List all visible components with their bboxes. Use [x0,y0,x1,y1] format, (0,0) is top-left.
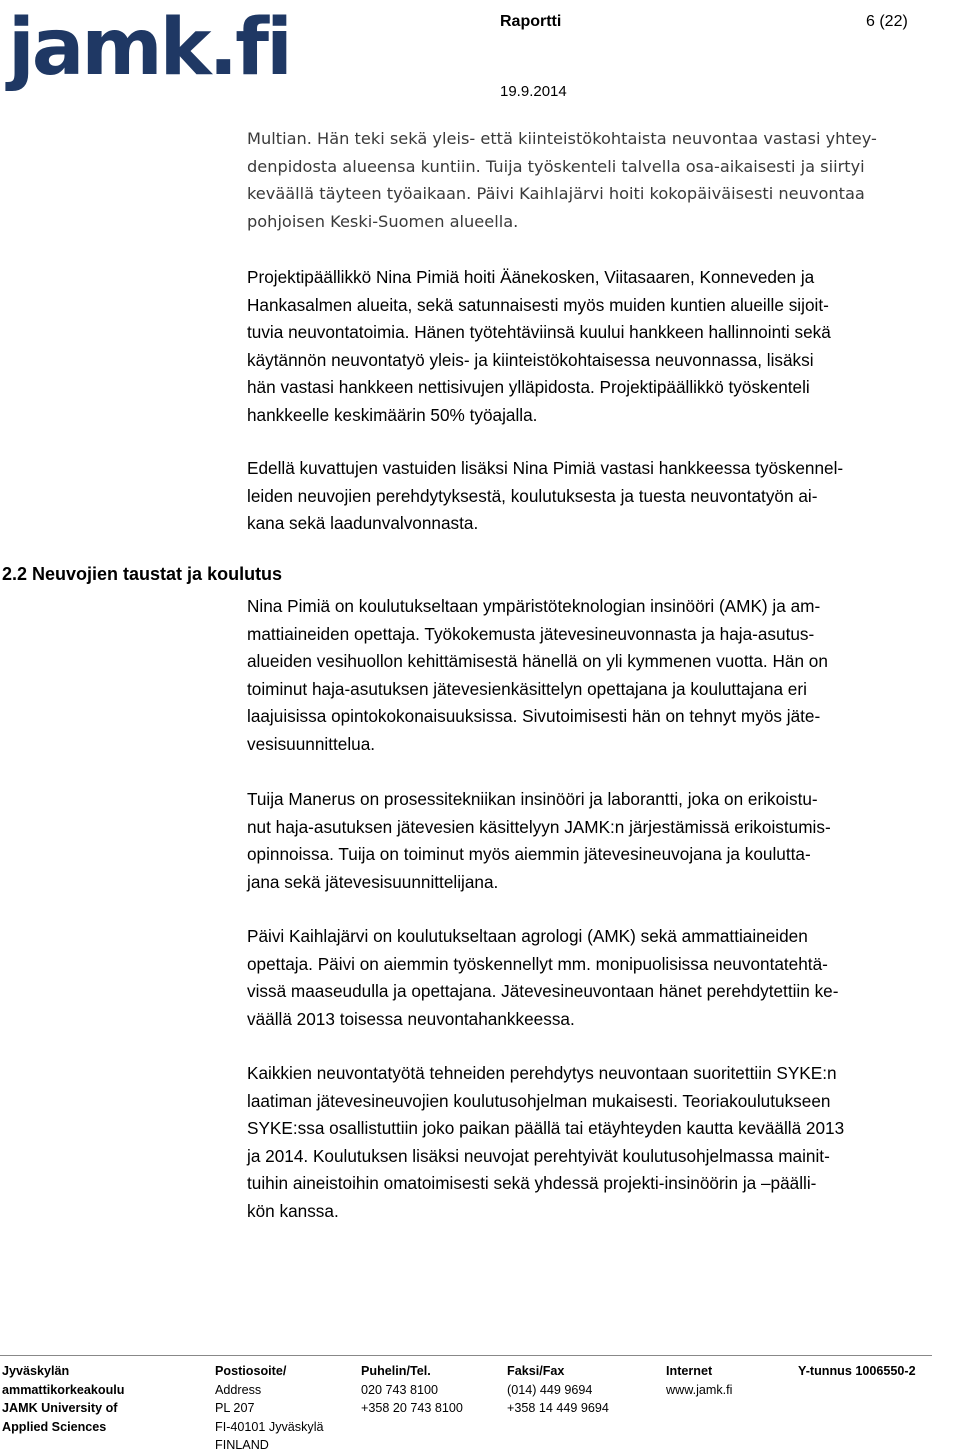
footer-line: 020 743 8100 [361,1382,439,1397]
page-number: 6 (22) [866,13,908,30]
paragraph-line: tuihin aineistoihin omatoimisesti sekä yhdessä projekti-insinöörin ja –päälli- [247,1173,817,1194]
footer-column [2,1362,124,1436]
footer-column [507,1362,609,1418]
footer-line: Jyväskylän [2,1364,70,1378]
footer-line: FINLAND [215,1438,269,1452]
footer-column [215,1362,324,1455]
paragraph-line: mattiaineiden opettaja. Työkokemusta jätevesineuvonnasta ja haja-asutus- [247,623,815,644]
paragraph-line: väällä 2013 toisessa neuvontahankkeessa. [247,1008,575,1029]
footer-line: PL 207 [215,1401,255,1415]
footer-divider [0,1355,932,1356]
paragraph-line: Tuija Manerus on prosessitekniikan insinööri ja laborantti, joka on erikoistu- [247,789,818,809]
paragraph-line: vissä maaseudulla ja opettajana. Jätevesineuvontaan hänet perehdytettiin ke- [247,981,839,1002]
paragraph-line: opinnoissa. Tuija on toiminut myös aiemmin jätevesineuvojana ja koulutta- [247,844,811,865]
paragraph-line: jana sekä jätevesisuunnittelijana. [247,871,499,892]
footer-line: Postiosoite/ [215,1364,287,1378]
paragraph-line: laatiman jätevesineuvojien koulutusohjelman mukaisesti. Teoriakoulutukseen [247,1090,831,1111]
paragraph [247,125,959,235]
footer-line: Y-tunnus 1006550-2 [798,1364,916,1378]
paragraph-line: hankkeelle keskimäärin 50% työajalla. [247,404,538,425]
paragraph-line: kön kanssa. [247,1200,339,1221]
paragraph-line: Kaikkien neuvontatyötä tehneiden perehdytys neuvontaan suoritettiin SYKE:n [247,1063,837,1083]
footer-line: Faksi/Fax [507,1364,565,1378]
section-heading: 2.2 Neuvojien taustat ja koulutus [2,564,283,584]
paragraph-line: Hankasalmen alueita, sekä satunnaisesti myös muiden kuntien alueille sijoit- [247,294,829,315]
paragraph-line: Projektipäällikkö Nina Pimiä hoiti Äänekosken, Viitasaaren, Konneveden ja [247,267,815,287]
paragraph-line: laajuisissa opintokokonaisuuksissa. Sivutoimisesti hän on tehnyt myös jäte- [247,706,821,727]
footer-line: +358 14 449 9694 [507,1401,609,1415]
paragraph [247,593,959,759]
footer-line: Applied Sciences [2,1419,107,1434]
footer-line: Puhelin/Tel. [361,1364,431,1378]
paragraph [247,1060,959,1226]
footer-line: Internet [666,1364,713,1378]
paragraph-line: pohjoisen Keski-Suomen alueella. [247,211,519,231]
paragraph-line: leiden neuvojien perehdytyksestä, koulutuksesta ja tuesta neuvontatyön ai- [247,485,818,506]
footer-column [666,1362,732,1399]
footer-line: www.jamk.fi [666,1382,733,1397]
paragraph-line: Edellä kuvattujen vastuiden lisäksi Nina Pimiä vastasi hankkeessa työskennel- [247,458,844,478]
footer-column [361,1362,463,1418]
footer-column [798,1362,916,1381]
paragraph-line: alueiden vesihuollon kehittämisestä hänellä on yli kymmenen vuotta. Hän on [247,651,828,672]
paragraph-line: SYKE:ssa osallistuttiin joko paikan päällä tai etäyhteyden kautta keväällä 2013 [247,1118,845,1139]
paragraph-line: kana sekä laadunvalvonnasta. [247,513,479,534]
paragraph-line: toiminut haja-asutuksen jätevesienkäsittelyn opettajana ja kouluttajana eri [247,678,807,699]
paragraph [247,786,959,896]
paragraph-line: tuvia neuvontatoimia. Hänen työtehtäviinsä kuului hankkeen hallinnointi sekä [247,322,831,343]
footer-line: (014) 449 9694 [507,1382,593,1397]
paragraph-line: denpidosta alueensa kuntiin. Tuija työskenteli talvella osa-aikaisesti ja siirtyi [247,156,865,176]
report-date: 19.9.2014 [500,83,567,100]
paragraph-line: käytännön neuvontatyö yleis- ja kiinteistökohtaisessa neuvonnassa, lisäksi [247,349,814,370]
paragraph-line: hän vastasi hankkeen nettisivujen ylläpidosta. Projektipäällikkö työskenteli [247,377,810,398]
paragraph [247,264,959,430]
jamk-logo: jamk.fi [8,3,290,93]
paragraph-line: vesisuunnittelua. [247,733,376,754]
paragraph-line: ja 2014. Koulutuksen lisäksi neuvojat perehtyivät koulutusohjelmassa mainit- [247,1145,830,1166]
paragraph-line: opettaja. Päivi on aiemmin työskennellyt mm. monipuolisissa neuvontatehtä- [247,953,828,974]
report-label: Raportti [500,13,562,30]
paragraph-line: keväällä täyteen työaikaan. Päivi Kaihlajärvi hoiti kokopäiväisesti neuvontaa [247,184,865,204]
footer-line: ammattikorkeakoulu [2,1382,125,1397]
footer-line: +358 20 743 8100 [361,1401,463,1415]
paragraph-line: Multian. Hän teki sekä yleis- että kiinteistökohtaista neuvontaa vastasi yhtey- [247,129,877,148]
paragraph-line: Päivi Kaihlajärvi on koulutukseltaan agrologi (AMK) sekä ammattiaineiden [247,926,808,946]
paragraph [247,455,959,538]
footer-line: FI-40101 Jyväskylä [215,1419,324,1434]
paragraph-line: nut haja-asutuksen jätevesien käsittelyyn JAMK:n järjestämissä erikoistumis- [247,816,831,837]
paragraph [247,923,959,1033]
footer-line: Address [215,1382,262,1397]
paragraph-line: Nina Pimiä on koulutukseltaan ympäristöteknologian insinööri (AMK) ja am- [247,596,821,616]
footer-line: JAMK University of [2,1401,118,1415]
